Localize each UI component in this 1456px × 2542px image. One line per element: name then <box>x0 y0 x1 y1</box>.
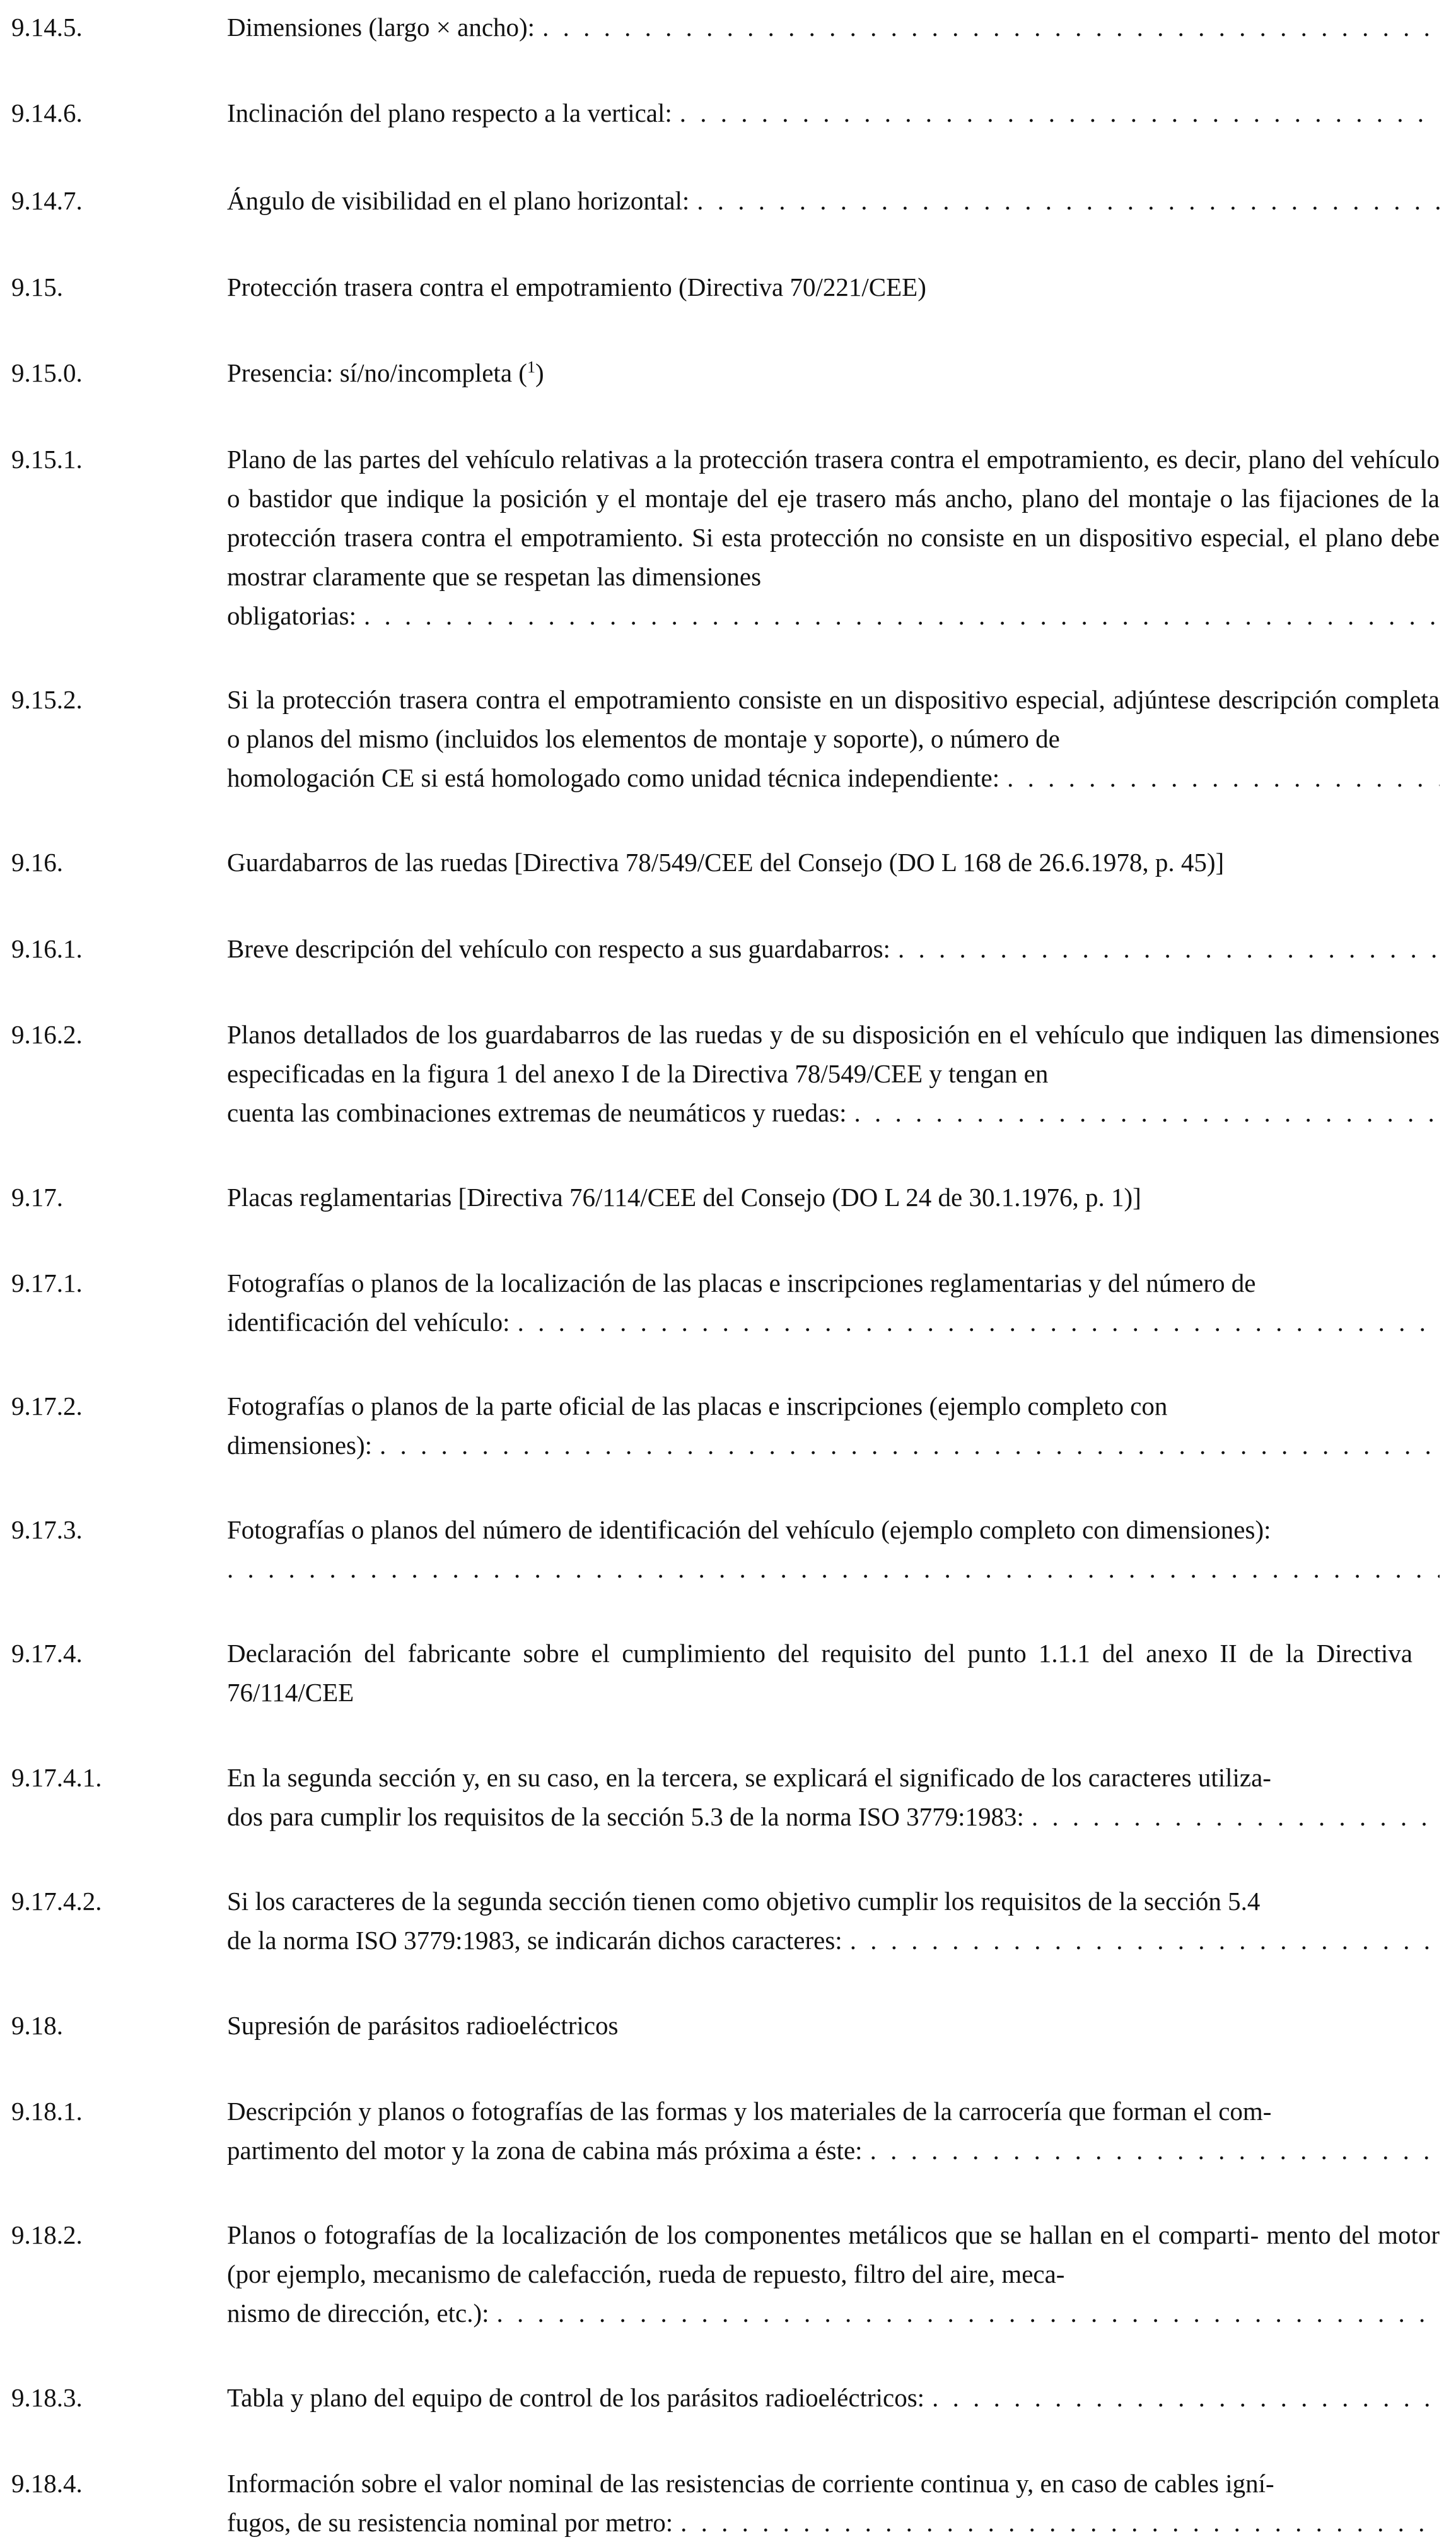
item-text: Supresión de parásitos radioeléctricos <box>227 2011 619 2040</box>
item-text: Declaración del fabricante sobre el cumplimiento del requisito del punto 1.1.1 del anexo II de la Directiva 76/114/CEE <box>227 1639 1412 1707</box>
item-number: 9.18.4. <box>11 2469 83 2498</box>
dot-leader <box>364 596 1440 635</box>
item-number: 9.14.5. <box>11 13 83 42</box>
item-text: En la segunda sección y, en su caso, en la tercera, se explicará el significado de los caracteres utiliza- <box>227 1763 1271 1792</box>
dot-leader <box>680 93 1440 132</box>
item-number: 9.15.0. <box>11 358 83 387</box>
item-number: 9.17.3. <box>11 1515 83 1544</box>
item-text-last-line: identificación del vehículo: <box>227 1308 510 1337</box>
item-text: Inclinación del plano respecto a la vertical: <box>227 98 672 127</box>
item-text: Fotografías o planos de la localización de las placas e inscripciones reglamentarias y del número de <box>227 1268 1256 1297</box>
dot-leader <box>380 1426 1440 1465</box>
item-number: 9.16.1. <box>11 934 83 963</box>
item-text-close: ) <box>535 358 544 387</box>
item-number: 9.16. <box>11 848 63 877</box>
item-text: Fotografías o planos de la parte oficial de las placas e inscripciones (ejemplo completo con <box>227 1391 1168 1420</box>
item-number: 9.18.2. <box>11 2220 83 2249</box>
item-text: Si la protección trasera contra el empotramiento consiste en un dispositivo especial, adjúntese descripción completa o planos del mismo (incluidos los elementos de montaje y soporte), o número de <box>227 685 1440 753</box>
item-number: 9.17. <box>11 1183 63 1212</box>
item-number: 9.16.2. <box>11 1020 83 1049</box>
item-number: 9.18. <box>11 2011 63 2040</box>
item-text-last-line: nismo de dirección, etc.): <box>227 2299 489 2328</box>
item-number: 9.15. <box>11 272 63 302</box>
dot-leader <box>680 2503 1440 2542</box>
item-number: 9.15.2. <box>11 685 83 714</box>
item-text: Ángulo de visibilidad en el plano horizontal: <box>227 186 690 215</box>
dot-leader <box>854 1093 1440 1132</box>
item-text: Dimensiones (largo × ancho): <box>227 13 535 42</box>
item-text: Información sobre el valor nominal de las resistencias de corriente continua y, en caso de cables igní- <box>227 2469 1274 2498</box>
dot-leader <box>497 2293 1440 2333</box>
item-text: Planos detallados de los guardabarros de las ruedas y de su disposición en el vehículo que indiquen las dimensiones especificadas en la figura 1 del anexo I de la Directiva 78/549/CEE y tengan en <box>227 1020 1440 1088</box>
item-text: Plano de las partes del vehículo relativas a la protección trasera contra el empotramiento, es decir, plano del vehículo o bastidor que indique la posición y el montaje del eje trasero más ancho, plano del montaje o las fijaciones de la protección trasera contra el empotramiento. Si esta protección no consiste en un dispositivo especial, el plano debe mostrar claramente que se respetan las dimensiones <box>227 445 1440 591</box>
dot-leader <box>542 8 1440 47</box>
dot-leader <box>227 1549 1440 1588</box>
item-text-last-line: fugos, de su resistencia nominal por metro: <box>227 2508 673 2537</box>
item-text: Presencia: sí/no/incompleta ( <box>227 358 527 387</box>
item-text-last-line: dos para cumplir los requisitos de la sección 5.3 de la norma ISO 3779:1983: <box>227 1802 1024 1831</box>
item-text-last-line: homologación CE si está homologado como unidad técnica independiente: <box>227 763 1000 792</box>
dot-leader <box>870 2131 1440 2170</box>
item-number: 9.17.4.1. <box>11 1763 102 1792</box>
item-number: 9.17.4.2. <box>11 1887 102 1916</box>
footnote-ref: 1 <box>527 358 535 377</box>
dot-leader <box>932 2378 1440 2417</box>
item-text: Descripción y planos o fotografías de las formas y los materiales de la carrocería que forman el com- <box>227 2097 1272 2126</box>
item-text-last-line: obligatorias: <box>227 601 356 630</box>
dot-leader <box>898 929 1440 968</box>
item-number: 9.15.1. <box>11 445 83 474</box>
item-number: 9.17.1. <box>11 1268 83 1297</box>
item-number: 9.18.1. <box>11 2097 83 2126</box>
item-text: Si los caracteres de la segunda sección tienen como objetivo cumplir los requisitos de la sección 5.4 <box>227 1887 1261 1916</box>
item-text: Planos o fotografías de la localización de los componentes metálicos que se hallan en el comparti- mento del motor (por ejemplo, mecanismo de calefacción, rueda de repuesto, filtro del aire, meca- <box>227 2220 1440 2288</box>
dot-leader <box>850 1921 1440 1960</box>
dot-leader <box>1032 1797 1440 1836</box>
item-number: 9.17.4. <box>11 1639 83 1668</box>
item-text: Placas reglamentarias [Directiva 76/114/CEE del Consejo (DO L 24 de 30.1.1976, p. 1)] <box>227 1183 1141 1212</box>
item-text: Guardabarros de las ruedas [Directiva 78/549/CEE del Consejo (DO L 168 de 26.6.1978, p. 45)] <box>227 848 1225 877</box>
item-text-last-line: de la norma ISO 3779:1983, se indicarán dichos caracteres: <box>227 1926 842 1955</box>
item-number: 9.14.7. <box>11 186 83 215</box>
item-text-last-line: cuenta las combinaciones extremas de neumáticos y ruedas: <box>227 1098 847 1127</box>
item-number: 9.14.6. <box>11 98 83 127</box>
item-number: 9.18.3. <box>11 2383 83 2412</box>
item-number: 9.17.2. <box>11 1391 83 1420</box>
item-text: Tabla y plano del equipo de control de los parásitos radioeléctricos: <box>227 2383 925 2412</box>
item-text: Fotografías o planos del número de identificación del vehículo (ejemplo completo con dimensiones): <box>227 1515 1271 1544</box>
dot-leader <box>697 181 1440 220</box>
item-text-last-line: partimento del motor y la zona de cabina más próxima a éste: <box>227 2136 863 2165</box>
dot-leader <box>518 1303 1440 1342</box>
item-text-last-line: dimensiones): <box>227 1431 373 1460</box>
dot-leader <box>1007 758 1440 797</box>
item-text: Protección trasera contra el empotramiento (Directiva 70/221/CEE) <box>227 272 926 302</box>
item-text: Breve descripción del vehículo con respecto a sus guardabarros: <box>227 934 890 963</box>
